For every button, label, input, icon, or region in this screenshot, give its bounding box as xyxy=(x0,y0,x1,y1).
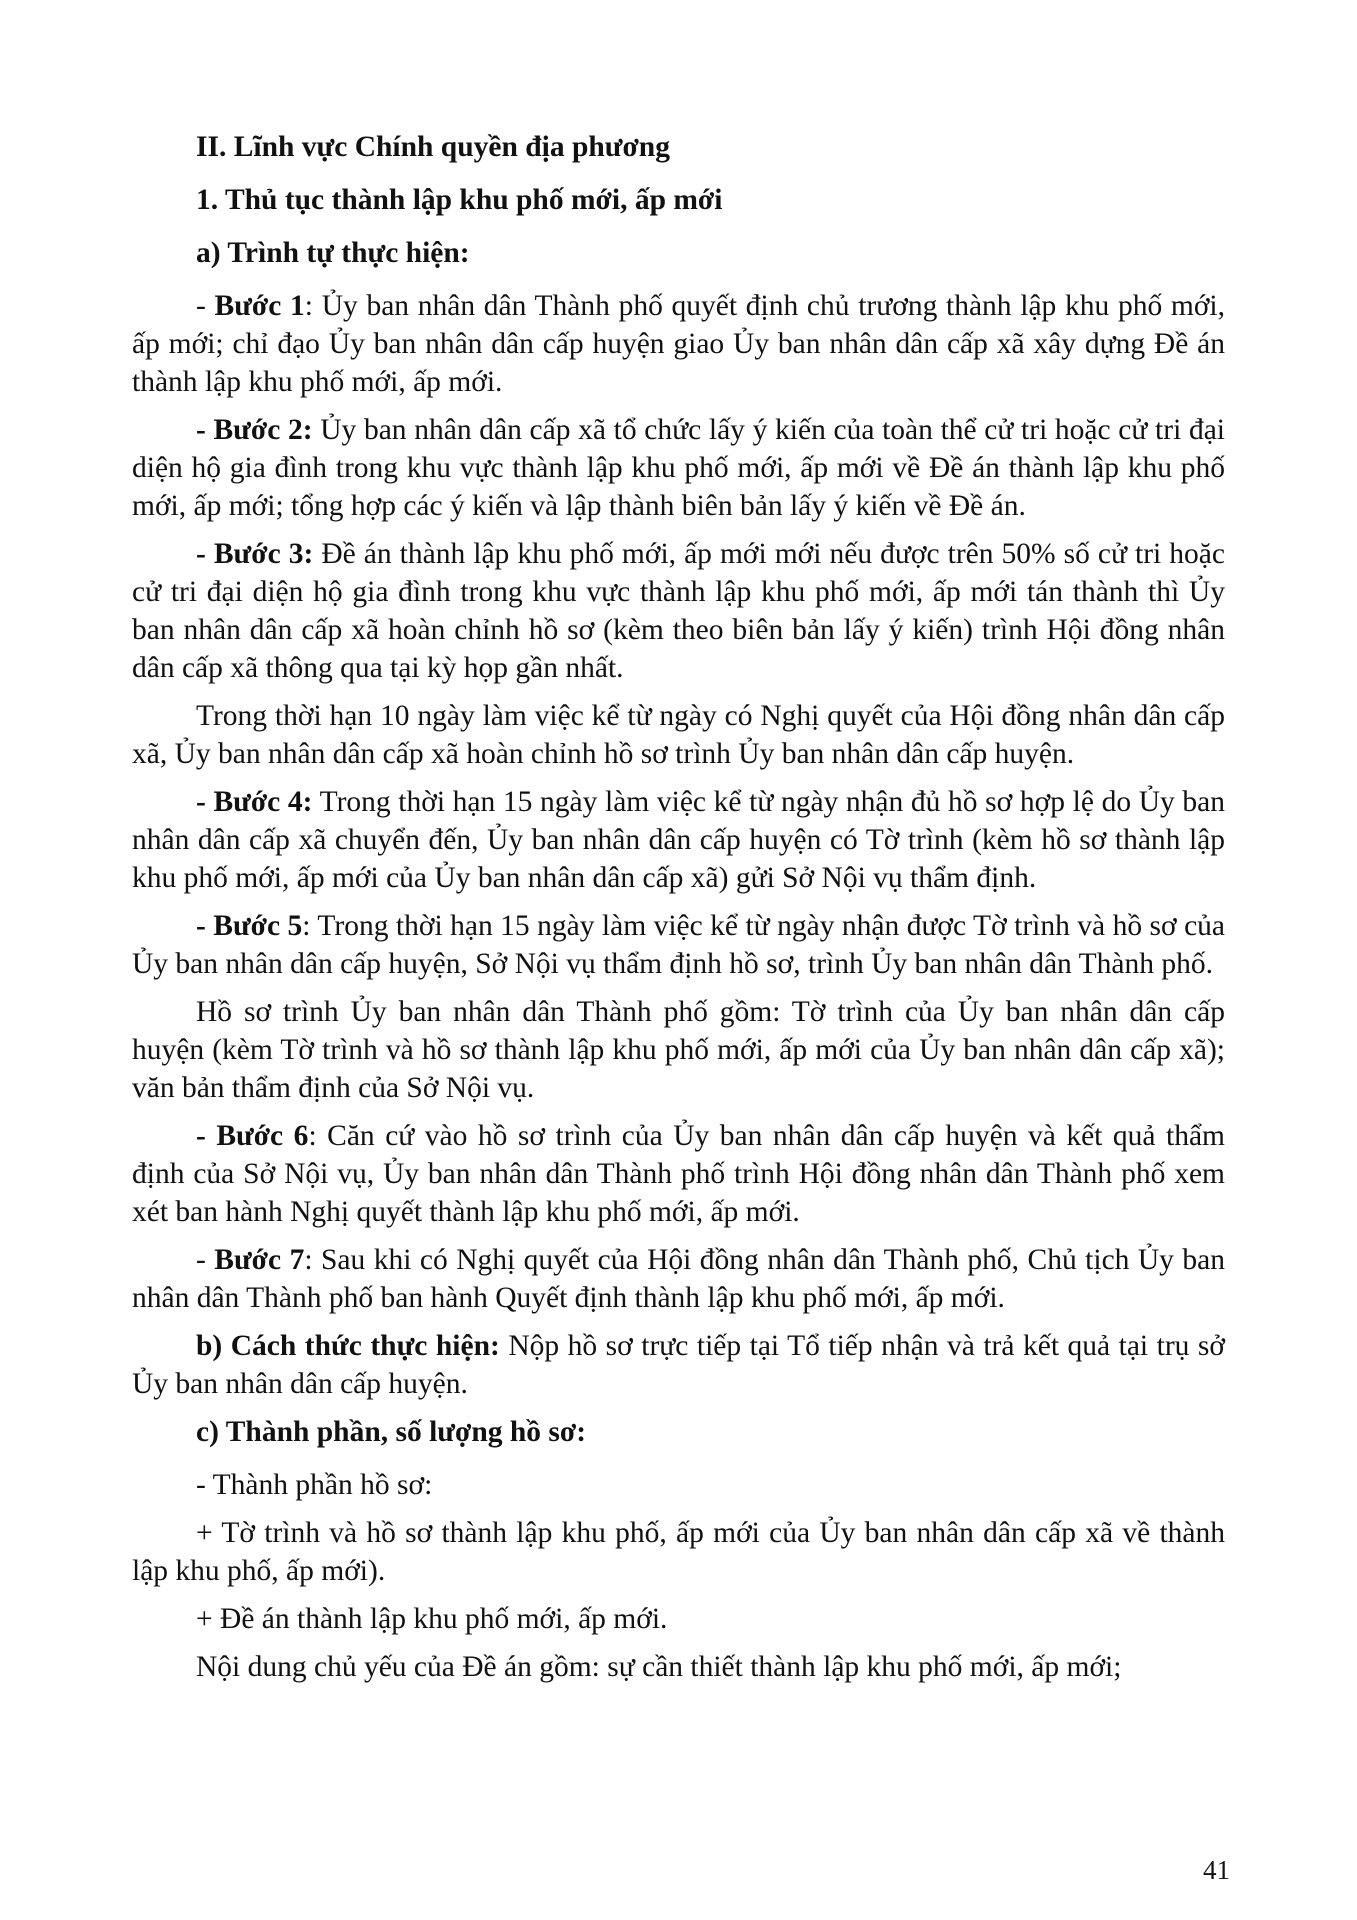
page-content xyxy=(132,128,1225,1696)
step-5-paragraph xyxy=(132,907,1225,983)
part-a-heading: a) Trình tự thực hiện: xyxy=(196,237,470,269)
part-c-heading: c) Thành phần, số lượng hồ sơ: xyxy=(196,1416,587,1448)
step-3-text: Đề án thành lập khu phố mới, ấp mới mới nếu được trên 50% số cử tri hoặc cử tri đại diện hộ gia đình trong khu vực thành lập khu phố mới, ấp mới tán thành thì Ủy ban nhân dân cấp xã hoàn chỉnh hồ sơ (kèm theo biên bản lấy ý kiến) trình Hội đồng nhân dân cấp xã thông qua tại kỳ họp gần nhất. xyxy=(132,538,1225,684)
step-6-text: : Căn cứ vào hồ sơ trình của Ủy ban nhân dân cấp huyện và kết quả thẩm định của Sở Nội vụ, Ủy ban nhân dân Thành phố trình Hội đồng nhân dân Thành phố xem xét ban hành Nghị quyết thành lập khu phố mới, ấp mới. xyxy=(132,1120,1226,1228)
step-1-label: Bước 1 xyxy=(214,290,305,322)
note-paragraph-2: Hồ sơ trình Ủy ban nhân dân Thành phố gồm: Tờ trình của Ủy ban nhân dân cấp huyện (kèm Tờ trình và hồ sơ thành lập khu phố mới, ấp mới của Ủy ban nhân dân cấp xã); văn bản thẩm định của Sở Nội vụ. xyxy=(132,996,1225,1104)
step-7-text: : Sau khi có Nghị quyết của Hội đồng nhân dân Thành phố, Chủ tịch Ủy ban nhân dân Thành phố ban hành Quyết định thành lập khu phố mới, ấp mới. xyxy=(132,1244,1225,1314)
step-6-paragraph xyxy=(132,1117,1225,1231)
step-4-text: Trong thời hạn 15 ngày làm việc kể từ ngày nhận đủ hồ sơ hợp lệ do Ủy ban nhân dân cấp xã chuyển đến, Ủy ban nhân dân cấp huyện có Tờ trình (kèm hồ sơ thành lập khu phố mới, ấp mới của Ủy ban nhân dân cấp xã) gửi Sở Nội vụ thẩm định. xyxy=(132,786,1225,894)
composition-item-1: + Tờ trình và hồ sơ thành lập khu phố, ấp mới của Ủy ban nhân dân cấp xã về thành lập khu phố, ấp mới). xyxy=(132,1517,1225,1587)
step-4-label: - Bước 4: xyxy=(196,786,313,818)
step-5-text: : Trong thời hạn 15 ngày làm việc kể từ ngày nhận được Tờ trình và hồ sơ của Ủy ban nhân dân cấp huyện, Sở Nội vụ thẩm định hồ sơ, trình Ủy ban nhân dân Thành phố. xyxy=(132,910,1226,980)
step-2-paragraph xyxy=(132,411,1225,525)
content-intro: Nội dung chủ yếu của Đề án gồm: sự cần thiết thành lập khu phố mới, ấp mới; xyxy=(196,1651,1122,1683)
step-5-label: - Bước 5 xyxy=(196,910,303,942)
part-b-text: Nộp hồ sơ trực tiếp tại Tổ tiếp nhận và trả kết quả tại trụ sở Ủy ban nhân dân cấp huyện. xyxy=(132,1330,1226,1400)
step-3-paragraph xyxy=(132,535,1225,687)
note-paragraph-1: Trong thời hạn 10 ngày làm việc kể từ ngày có Nghị quyết của Hội đồng nhân dân cấp xã, Ủy ban nhân dân cấp xã hoàn chỉnh hồ sơ trình Ủy ban nhân dân cấp huyện. xyxy=(132,700,1225,770)
part-b-paragraph xyxy=(132,1327,1225,1403)
procedure-title: 1. Thủ tục thành lập khu phố mới, ấp mới xyxy=(196,184,723,216)
composition-item-2: + Đề án thành lập khu phố mới, ấp mới. xyxy=(196,1603,668,1635)
step-1-paragraph xyxy=(132,287,1225,401)
part-b-label: b) Cách thức thực hiện: xyxy=(196,1330,500,1362)
composition-label: - Thành phần hồ sơ: xyxy=(196,1469,433,1501)
step-4-paragraph xyxy=(132,783,1225,897)
step-6-label: - Bước 6 xyxy=(196,1120,309,1152)
step-2-label: - Bước 2: xyxy=(196,414,313,446)
step-7-label: Bước 7 xyxy=(214,1244,305,1276)
step-3-label: - Bước 3: xyxy=(196,538,314,570)
step-1-prefix: - xyxy=(196,290,215,322)
step-7-prefix: - xyxy=(196,1244,215,1276)
step-1-text: : Ủy ban nhân dân Thành phố quyết định chủ trương thành lập khu phố mới, ấp mới; chỉ đạo Ủy ban nhân dân cấp huyện giao Ủy ban nhân dân cấp xã xây dựng Đề án thành lập khu phố mới, ấp mới. xyxy=(132,290,1226,398)
step-7-paragraph xyxy=(132,1241,1225,1317)
section-title: II. Lĩnh vực Chính quyền địa phương xyxy=(196,131,670,163)
page-number: 41 xyxy=(1203,1855,1230,1885)
step-2-text: Ủy ban nhân dân cấp xã tổ chức lấy ý kiến của toàn thể cử tri hoặc cử tri đại diện hộ gia đình trong khu vực thành lập khu phố mới, ấp mới về Đề án thành lập khu phố mới, ấp mới; tổng hợp các ý kiến và lập thành biên bản lấy ý kiến về Đề án. xyxy=(132,414,1225,522)
